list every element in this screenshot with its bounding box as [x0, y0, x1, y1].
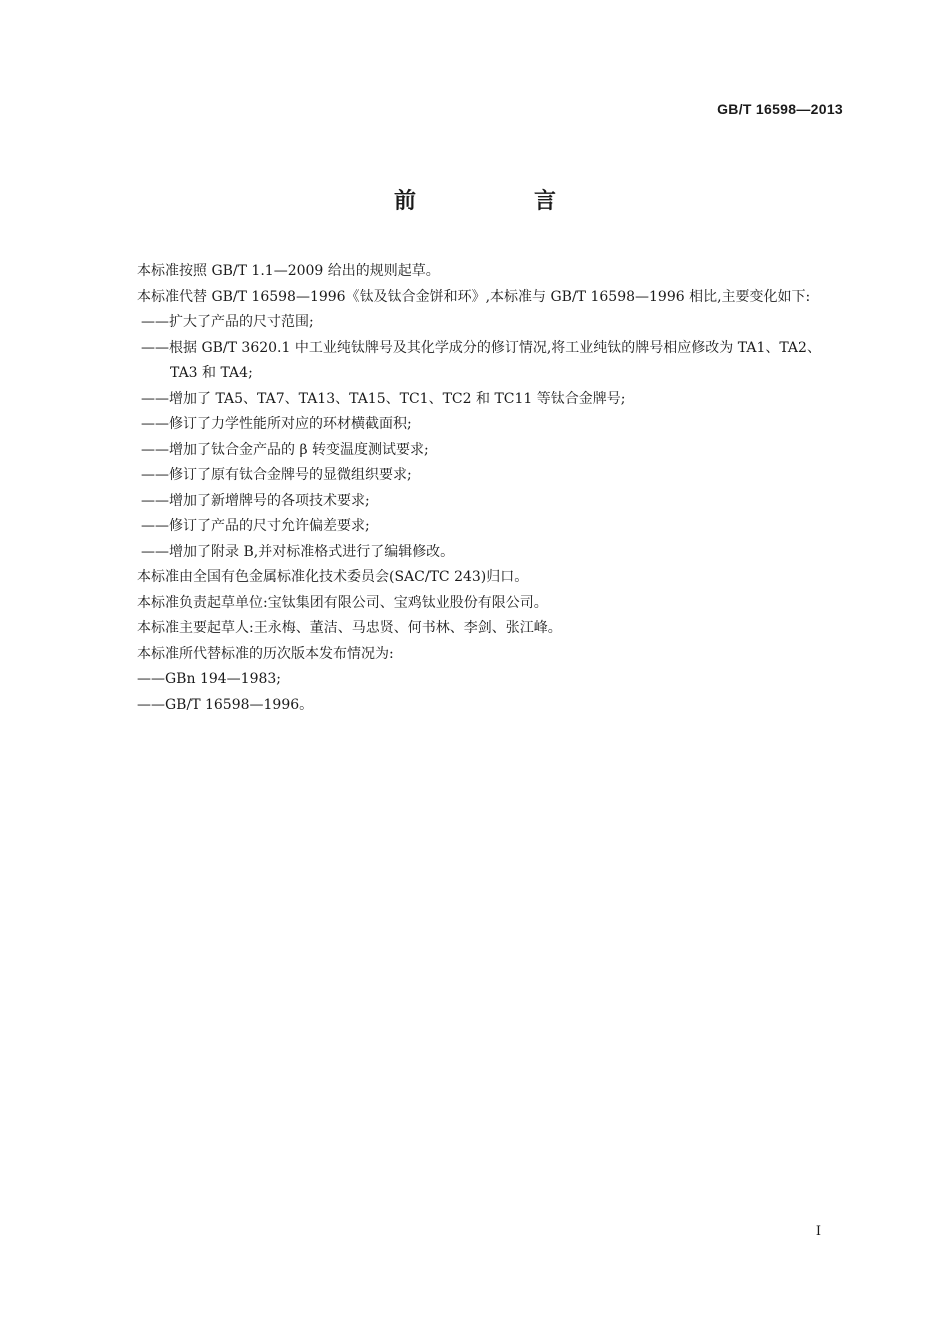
change-item: ——根据 GB/T 3620.1 中工业纯钛牌号及其化学成分的修订情况,将工业纯钛的牌号相应修改为 TA1、TA2、TA3 和 TA4; — [141, 339, 821, 381]
paragraph-committee: 本标准由全国有色金属标准化技术委员会(SAC/TC 243)归口。 — [137, 569, 529, 585]
change-item: ——扩大了产品的尺寸范围; — [141, 314, 314, 330]
history-item: ——GBn 194—1983; — [137, 671, 282, 687]
paragraph-drafters: 本标准主要起草人:王永梅、董洁、马忠贤、何书林、李剑、张江峰。 — [137, 620, 562, 636]
paragraph-version-history: 本标准所代替标准的历次版本发布情况为: — [137, 645, 394, 662]
standard-code: GB/T 16598—2013 — [717, 101, 843, 117]
page-number: I — [815, 1224, 821, 1239]
paragraph-drafting-rules: 本标准按照 GB/T 1.1—2009 给出的规则起草。 — [137, 263, 440, 279]
change-item: ——修订了力学性能所对应的环材横截面积; — [141, 416, 412, 432]
page-title: 前 言 — [393, 189, 604, 214]
change-item: ——增加了新增牌号的各项技术要求; — [141, 492, 370, 509]
paragraph-replacement-note: 本标准代替 GB/T 16598—1996《钛及钛合金饼和环》,本标准与 GB/T 16598—1996 相比,主要变化如下: — [137, 288, 811, 305]
change-item: ——修订了产品的尺寸允许偏差要求; — [141, 518, 370, 534]
change-item: ——增加了钛合金产品的 β 转变温度测试要求; — [141, 441, 429, 458]
change-item: ——增加了附录 B,并对标准格式进行了编辑修改。 — [141, 543, 455, 560]
document-body — [108, 259, 845, 718]
change-item: ——增加了 TA5、TA7、TA13、TA15、TC1、TC2 和 TC11 等钛合金牌号; — [141, 390, 626, 407]
change-item: ——修订了原有钛合金牌号的显微组织要求; — [141, 467, 412, 483]
paragraph-drafting-units: 本标准负责起草单位:宝钛集团有限公司、宝鸡钛业股份有限公司。 — [137, 594, 548, 611]
history-item: ——GB/T 16598—1996。 — [137, 696, 314, 713]
